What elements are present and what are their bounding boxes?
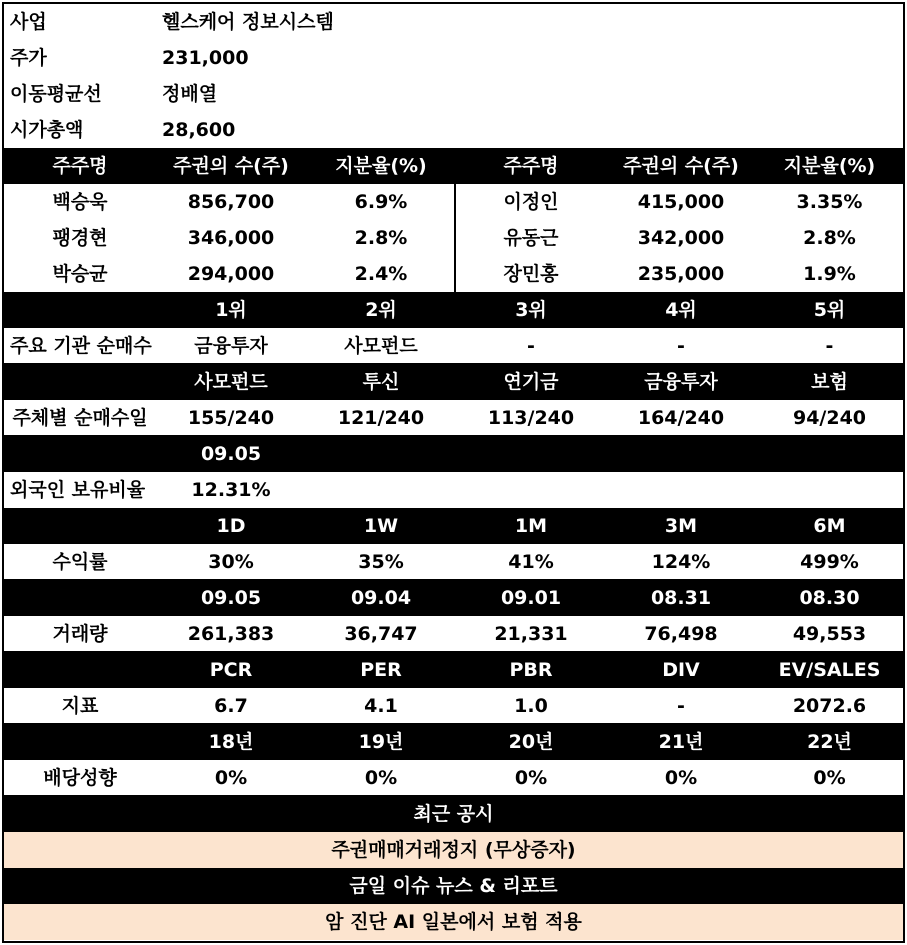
- indicators-header-row-cell: PER: [360, 659, 402, 681]
- dividend-header-row-cell: [4, 724, 156, 760]
- volume-row-cell: 거래량: [52, 623, 108, 645]
- dividend-row-cell: 0%: [514, 767, 548, 789]
- indicators-row-cell: 1.0: [514, 695, 548, 717]
- shareholder-header-row: [4, 148, 903, 184]
- entity-header-row-cell: 투신: [362, 371, 400, 393]
- shareholder-cell: 856,700: [187, 191, 275, 213]
- returns-header-row-cell: 6M: [813, 515, 846, 537]
- info-value: 28,600: [162, 119, 236, 141]
- foreign-date: 09.05: [200, 443, 262, 465]
- indicators-header-row: [4, 652, 903, 688]
- shareholder-cell: 1.9%: [803, 263, 856, 285]
- volume-header-row-cell: [4, 580, 156, 616]
- shareholder-cell: 유동근: [503, 227, 559, 249]
- foreign-value: 12.31%: [191, 479, 271, 501]
- volume-header-row-cell: 08.31: [650, 587, 712, 609]
- shareholder-cell: 415,000: [637, 191, 725, 213]
- volume-header-row-cell: 09.01: [500, 587, 562, 609]
- institution-row-cell: 사모펀드: [344, 335, 418, 357]
- disclosure-row: [4, 832, 903, 868]
- indicators-row-cell: 6.7: [214, 695, 248, 717]
- institution-header-row-cell: 1위: [215, 299, 247, 321]
- info-row: [4, 76, 903, 112]
- returns-header-row-cell: 3M: [664, 515, 698, 537]
- indicators-row-cell: 지표: [61, 695, 99, 717]
- indicators-header-row-cell: PBR: [509, 659, 553, 681]
- dividend-row-cell: 배당성향: [43, 767, 117, 789]
- info-label: 주가: [10, 47, 47, 69]
- dividend-row-cell: 0%: [364, 767, 398, 789]
- dividend-row-cell: 0%: [664, 767, 698, 789]
- volume-header-row-cell: 09.04: [350, 587, 412, 609]
- shareholder-cell: 235,000: [637, 263, 725, 285]
- shareholder-header-cell: 지분율(%): [783, 155, 876, 177]
- returns-row-cell: 499%: [800, 551, 859, 573]
- shareholder-cell: 박승균: [52, 263, 108, 285]
- indicators-header-row-cell: [4, 652, 156, 688]
- institution-row-cell: -: [677, 335, 685, 357]
- volume-row-cell: 49,553: [792, 623, 867, 645]
- volume-row-cell: 21,331: [494, 623, 568, 645]
- volume-row-cell: 261,383: [187, 623, 275, 645]
- institution-header-row-cell: 4위: [665, 299, 697, 321]
- returns-header-row-cell: 1W: [363, 515, 399, 537]
- news-text: 암 진단 AI 일본에서 보험 적용: [325, 911, 582, 933]
- institution-header-row-cell: 2위: [365, 299, 397, 321]
- institution-header-row-cell: 5위: [813, 299, 846, 321]
- institution-row-cell: 주요 기관 순매수: [10, 335, 152, 357]
- shareholder-cell: 346,000: [187, 227, 275, 249]
- info-label: 이동평균선: [10, 83, 102, 105]
- info-value: 헬스케어 정보시스템: [162, 11, 334, 33]
- info-value: 231,000: [162, 47, 249, 69]
- indicators-header-row-cell: EV/SALES: [778, 659, 881, 681]
- entity-row-cell: 113/240: [487, 407, 575, 429]
- stock-summary-sheet: [2, 2, 905, 943]
- institution-row-cell: -: [527, 335, 535, 357]
- institution-row: [4, 328, 903, 364]
- entity-header-row-cell: 보험: [811, 371, 848, 393]
- volume-row: [4, 616, 903, 652]
- shareholder-cell: 장민홍: [503, 263, 559, 285]
- entity-header-row-cell: 사모펀드: [194, 371, 268, 393]
- institution-header-row: [4, 292, 903, 328]
- info-label: 사업: [10, 11, 47, 33]
- institution-header-row-cell: [4, 292, 156, 328]
- entity-row-cell: 164/240: [637, 407, 725, 429]
- shareholder-cell: 3.35%: [796, 191, 863, 213]
- returns-header-row-cell: 1M: [514, 515, 548, 537]
- returns-header-row-cell: [4, 508, 156, 544]
- volume-row-cell: 76,498: [644, 623, 718, 645]
- dividend-row-cell: 0%: [214, 767, 248, 789]
- shareholder-cell: 2.8%: [354, 227, 408, 249]
- entity-row-cell: 주체별 순매수일: [12, 407, 148, 429]
- dividend-header-row-cell: 18년: [208, 731, 254, 753]
- volume-header-row-cell: 09.05: [200, 587, 262, 609]
- entity-row: [4, 400, 903, 436]
- shareholder-cell: 2.4%: [354, 263, 408, 285]
- institution-header-row-cell: 3위: [515, 299, 547, 321]
- dividend-row-cell: 0%: [813, 767, 846, 789]
- returns-row-cell: 30%: [208, 551, 254, 573]
- returns-row-cell: 124%: [651, 551, 711, 573]
- entity-row-cell: 121/240: [337, 407, 425, 429]
- shareholder-header-cell: 지분율(%): [335, 155, 427, 177]
- dividend-header-row-cell: 19년: [358, 731, 404, 753]
- shareholder-header-cell: 주주명: [52, 155, 108, 177]
- shareholder-divider: [454, 184, 456, 292]
- info-row: [4, 40, 903, 76]
- shareholder-cell: 294,000: [187, 263, 275, 285]
- dividend-header-row-cell: 22년: [807, 731, 852, 753]
- foreign-row: [4, 472, 903, 508]
- institution-row-cell: -: [825, 335, 834, 357]
- shareholder-cell: 6.9%: [354, 191, 408, 213]
- shareholder-header-cell: 주주명: [503, 155, 559, 177]
- entity-header-row-cell: [4, 364, 156, 400]
- returns-row-cell: 35%: [358, 551, 404, 573]
- dividend-header-row: [4, 724, 903, 760]
- indicators-header-row-cell: DIV: [662, 659, 700, 681]
- disclosure-header-row: [4, 796, 903, 832]
- shareholder-header-cell: 주권의 수(주): [173, 155, 289, 177]
- shareholder-header-cell: 주권의 수(주): [623, 155, 739, 177]
- volume-header-row-cell: 08.30: [799, 587, 860, 609]
- foreign-label: 외국인 보유비율: [10, 479, 146, 501]
- dividend-header-row-cell: 20년: [508, 731, 554, 753]
- dividend-header-row-cell: 21년: [658, 731, 704, 753]
- entity-header-row: [4, 364, 903, 400]
- indicators-header-row-cell: PCR: [209, 659, 253, 681]
- returns-row-cell: 수익률: [52, 551, 108, 573]
- news-row: [4, 904, 903, 940]
- returns-header-row: [4, 508, 903, 544]
- news-header-row: [4, 868, 903, 904]
- info-label: 시가총액: [10, 119, 84, 141]
- shareholder-cell: 2.8%: [803, 227, 856, 249]
- institution-row-cell: 금융투자: [194, 335, 268, 357]
- indicators-row-cell: 4.1: [364, 695, 398, 717]
- shareholder-cell: 팽경현: [52, 227, 108, 249]
- shareholder-cell: 342,000: [637, 227, 725, 249]
- indicators-row-cell: -: [677, 695, 685, 717]
- returns-row-cell: 41%: [508, 551, 554, 573]
- returns-row: [4, 544, 903, 580]
- shareholder-cell: 이정인: [503, 191, 559, 213]
- disclosure-text: 주권매매거래정지 (무상증자): [331, 839, 576, 861]
- returns-header-row-cell: 1D: [216, 515, 246, 537]
- indicators-row: [4, 688, 903, 724]
- entity-header-row-cell: 금융투자: [644, 371, 718, 393]
- shareholder-cell: 백승욱: [52, 191, 108, 213]
- volume-header-row: [4, 580, 903, 616]
- entity-row-cell: 94/240: [792, 407, 867, 429]
- info-value: 정배열: [162, 83, 218, 105]
- info-row: [4, 4, 903, 40]
- dividend-row: [4, 760, 903, 796]
- volume-row-cell: 36,747: [344, 623, 418, 645]
- disclosure-header: 최근 공시: [413, 803, 494, 825]
- indicators-row-cell: 2072.6: [792, 695, 867, 717]
- entity-row-cell: 155/240: [187, 407, 275, 429]
- entity-header-row-cell: 연기금: [503, 371, 559, 393]
- news-header: 금일 이슈 뉴스 & 리포트: [349, 875, 558, 897]
- info-row: [4, 112, 903, 148]
- foreign-header-row: [4, 436, 903, 472]
